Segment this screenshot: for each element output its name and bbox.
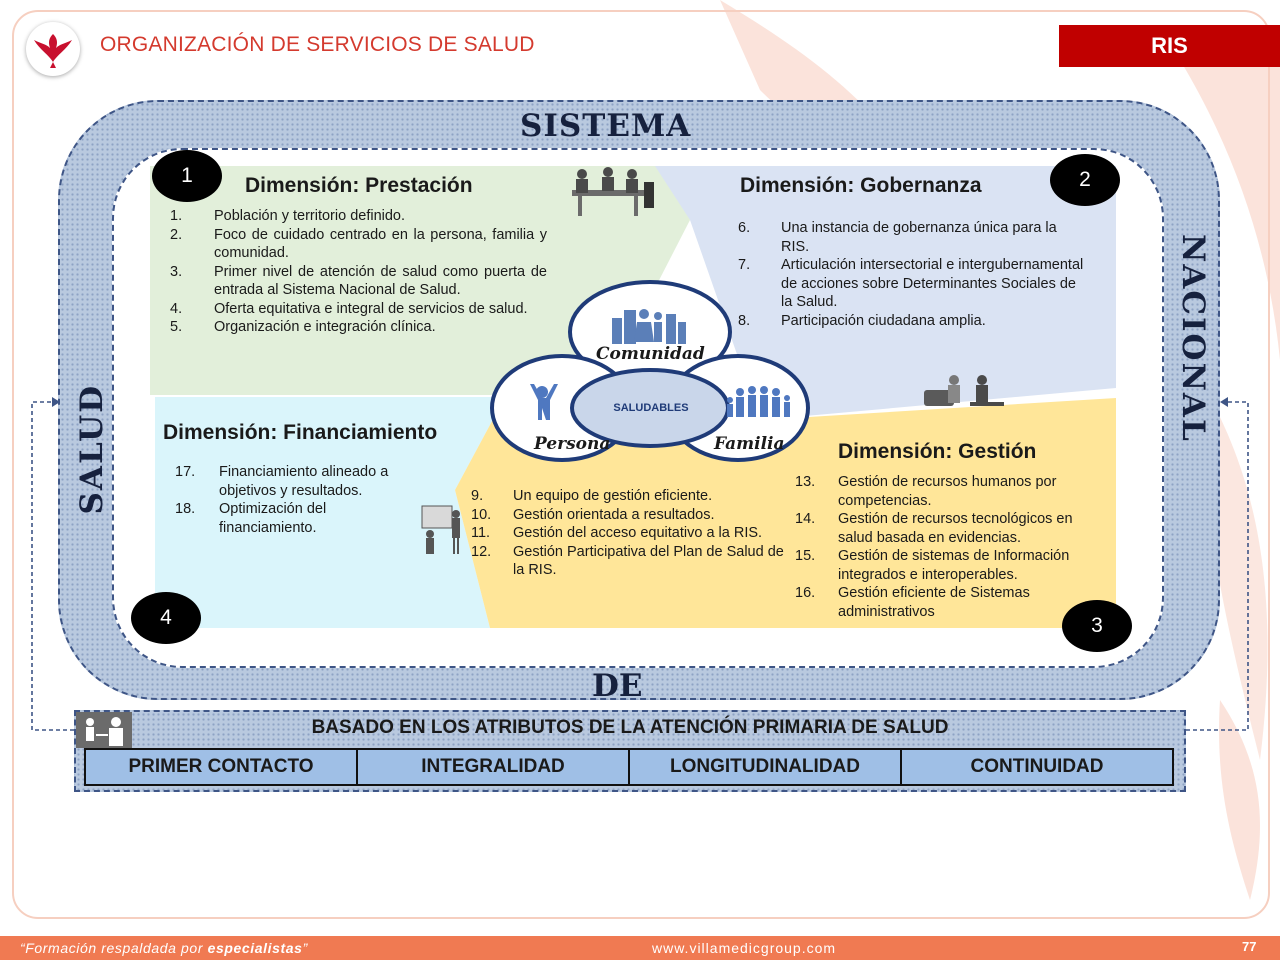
consultation-icon [920, 372, 1010, 416]
aps-attribute-continuidad: CONTINUIDAD [900, 748, 1174, 786]
ring-word-de: DE [592, 668, 643, 704]
list-item: 16. Gestión eficiente de Sistemas administrativos [795, 585, 1030, 620]
dimension-number-1: 1 [152, 150, 222, 202]
title-financiamiento: Dimensión: Financiamiento [163, 421, 438, 444]
presentation-icon [416, 500, 470, 558]
list-item: 3. Primer nivel de atención de salud como puerta de entrada al Sistema Nacional de Salud. [170, 263, 547, 298]
title-gobernanza: Dimensión: Gobernanza [740, 174, 982, 197]
list-item: 5. Organización e integración clínica. [170, 319, 436, 335]
list-item: 6. Una instancia de gobernanza única para la RIS. [738, 220, 1057, 255]
aps-title: BASADO EN LOS ATRIBUTOS DE LA ATENCIÓN PRIMARIA DE SALUD [311, 717, 949, 738]
list-item: 8. Participación ciudadana amplia. [738, 312, 986, 329]
title-gestion: Dimensión: Gestión [838, 440, 1037, 463]
list-item: 11. Gestión del acceso equitativo a la RIS. [471, 525, 763, 541]
list-item: 15. Gestión de sistemas de Información integrados e interoperables. [795, 548, 1070, 583]
list-gestion-left [471, 487, 789, 580]
aps-attribute-integralidad: INTEGRALIDAD [356, 748, 630, 786]
list-item: 13. Gestión de recursos humanos por competencias. [795, 474, 1057, 509]
list-item: 18. Optimización del financiamiento. [175, 501, 327, 536]
list-item: 17. Financiamiento alineado a objetivos y resultados. [175, 464, 389, 499]
list-item: 1. Población y territorio definido. [170, 208, 406, 224]
venn-label-saludables: SALUDABLES [613, 402, 689, 414]
aps-attribute-longitudinalidad: LONGITUDINALIDAD [628, 748, 902, 786]
list-item: 4. Oferta equitativa e integral de servicios de salud. [170, 300, 528, 317]
list-item: 10. Gestión orientada a resultados. [471, 506, 715, 523]
aps-attribute-primer-contacto: PRIMER CONTACTO [84, 748, 358, 786]
ring-word-sistema: SISTEMA [520, 108, 692, 144]
footer [0, 936, 1280, 960]
list-gestion-right [795, 473, 1100, 621]
dimension-number-3: 3 [1062, 600, 1132, 652]
doctor-patient-icon [76, 712, 132, 748]
ring-word-salud: SALUD [74, 384, 110, 515]
venn-label-persona: Persona [534, 434, 611, 454]
dimension-number-4: 4 [131, 592, 201, 644]
list-financiamiento [175, 463, 415, 537]
title-prestacion: Dimensión: Prestación [245, 174, 473, 197]
footer-quote: “Formación respaldada por especialistas” [20, 940, 308, 956]
list-item: 14. Gestión de recursos tecnológicos en salud basada en evidencias. [795, 511, 1073, 546]
list-item: 2. Foco de cuidado centrado en la persona, familia y comunidad. [170, 226, 547, 261]
list-item: 9. Un equipo de gestión eficiente. [471, 488, 713, 504]
venn-label-familia: Familia [714, 434, 785, 454]
meeting-table-icon [560, 164, 660, 220]
list-item: 12. Gestión Participativa del Plan de Salud de la RIS. [471, 543, 784, 578]
ris-badge: RIS [1059, 25, 1280, 67]
dimension-number-2: 2 [1050, 154, 1120, 206]
page-number: 77 [1242, 939, 1257, 954]
ring-word-nacional: NACIONAL [1175, 234, 1211, 443]
footer-website: www.villamedicgroup.com [652, 940, 837, 956]
page-title: ORGANIZACIÓN DE SERVICIOS DE SALUD [100, 33, 535, 56]
venn-label-comunidad: Comunidad [596, 344, 705, 364]
list-item: 7. Articulación intersectorial e intergubernamental de acciones sobre Determinantes Sociales de la Salud. [738, 257, 1084, 310]
